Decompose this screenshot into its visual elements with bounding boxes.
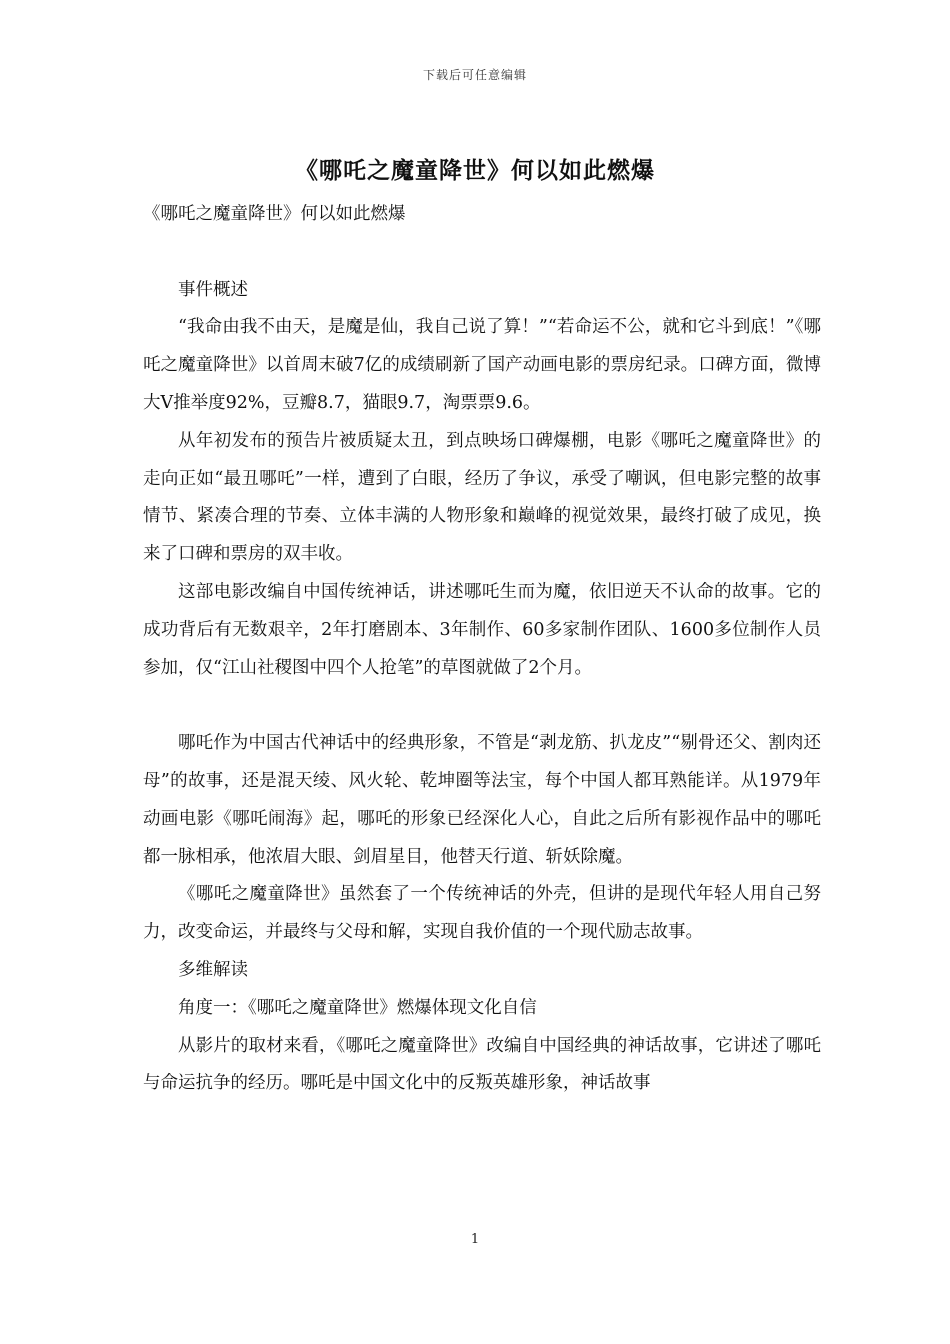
section-heading: 事件概述 (178, 279, 248, 300)
paragraph: 这部电影改编自中国传统神话，讲述哪吒生而为魔，依旧逆天不认命的故事。它的成功背后有无数艰辛，2年打磨剧本、3年制作、60多家制作团队、1600多位制作人员参加，仅“江山社稷图中四个人抢笔”的草图就做了2个月。 (143, 581, 821, 678)
paragraph: 从影片的取材来看，《哪吒之魔童降世》改编自中国经典的神话故事，它讲述了哪吒与命运抗争的经历。哪吒是中国文化中的反叛英雄形象，神话故事 (143, 1035, 821, 1094)
paragraph: “我命由我不由天，是魔是仙，我自己说了算！”“若命运不公，就和它斗到底！”《哪吒之魔童降世》以首周末破7亿的成绩刷新了国产动画电影的票房纪录。口碑方面，微博大V推举度92%，豆瓣8.7，猫眼9.7，淘票票9.6。 (143, 317, 821, 413)
paragraph: 哪吒作为中国古代神话中的经典形象，不管是“剥龙筋、扒龙皮”“剔骨还父、割肉还母”的故事，还是混天绫、风火轮、乾坤圈等法宝，每个中国人都耳熟能详。从1979年动画电影《哪吒闹海》起，哪吒的形象已经深化人心，自此之后所有影视作品中的哪吒都一脉相承，他浓眉大眼、剑眉星目，他替天行道、斩妖除魔。 (143, 733, 821, 867)
paragraph: 《哪吒之魔童降世》虽然套了一个传统神话的外壳，但讲的是现代年轻人用自己努力，改变命运，并最终与父母和解，实现自我价值的一个现代励志故事。 (143, 884, 821, 943)
subtitle-line: 《哪吒之魔童降世》何以如此燃爆 (143, 204, 406, 224)
page-header: 下载后可任意编辑 (422, 68, 527, 82)
page-number: 1 (470, 1232, 480, 1247)
blank-line (143, 687, 821, 725)
paragraph: 从年初发布的预告片被质疑太丑，到点映场口碑爆棚，电影《哪吒之魔童降世》的走向正如“最丑哪吒”一样，遭到了白眼，经历了争议，承受了嘲讽，但电影完整的故事情节、紧凑合理的节奏、立体丰满的人物形象和巅峰的视觉效果，最终打破了成见，换来了口碑和票房的双丰收。 (143, 430, 821, 565)
document-title: 《哪吒之魔童降世》何以如此燃爆 (295, 157, 655, 184)
section-heading: 多维解读 (178, 959, 248, 980)
subsection-heading: 角度一：《哪吒之魔童降世》燃爆体现文化自信 (178, 997, 537, 1018)
document-body (143, 196, 821, 1103)
blank-line (143, 234, 821, 272)
